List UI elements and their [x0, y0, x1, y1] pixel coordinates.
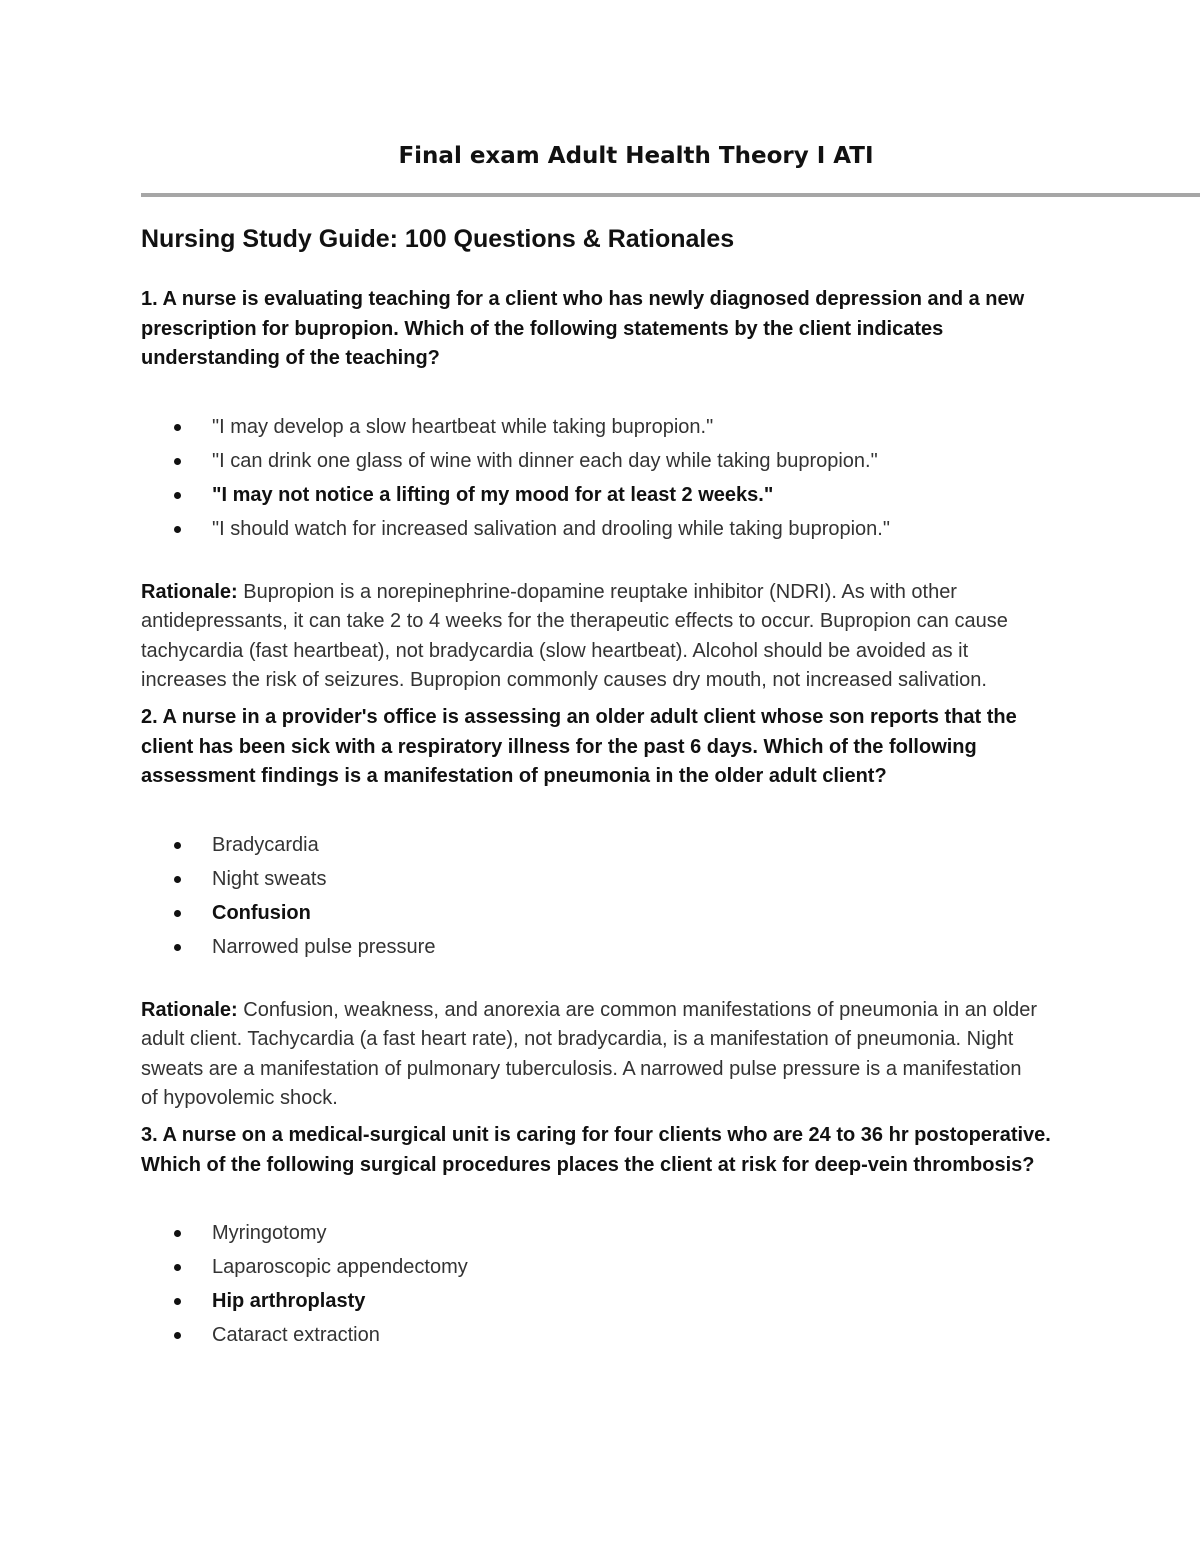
bullet-icon	[174, 1332, 181, 1339]
question-2	[141, 703, 1061, 1114]
rationale-text: Bupropion is a norepinephrine-dopamine reuptake inhibitor (NDRI). As with other antidepressants, it can take 2 to 4 weeks for the therapeutic effects to occur. Bupropion can cause tachycardia (fast heartbeat), not bradycardia (slow heartbeat). Alcohol should be avoided as it increases the risk of seizures. Bupropion commonly causes dry mouth, not increased salivation.	[141, 580, 1008, 691]
answer-option	[141, 828, 1061, 862]
rationale-text: Confusion, weakness, and anorexia are common manifestations of pneumonia in an older adult client. Tachycardia (a fast heart rate), not bradycardia, is a manifestation of pneumonia. Night sweats are a manifestation of pulmonary tuberculosis. A narrowed pulse pressure is a manifestation of hypovolemic shock.	[141, 998, 1038, 1109]
answer-option	[141, 862, 1061, 896]
answer-option-text: "I can drink one glass of wine with dinner each day while taking bupropion."	[212, 449, 878, 472]
bullet-icon	[174, 910, 181, 917]
answer-option-text: Hip arthroplasty	[212, 1290, 366, 1312]
answer-options	[141, 410, 1061, 546]
question-text: 3. A nurse on a medical-surgical unit is caring for four clients who are 24 to 36 hr postoperative. Which of the following surgical procedures places the client at risk for deep-vein thrombosis?	[141, 1124, 1051, 1176]
answer-option-text: Narrowed pulse pressure	[212, 935, 436, 958]
bullet-icon	[174, 458, 181, 465]
answer-option-text: "I may not notice a lifting of my mood for at least 2 weeks."	[212, 483, 774, 506]
question-text: 2. A nurse in a provider's office is assessing an older adult client whose son reports that the client has been sick with a respiratory illness for the past 6 days. Which of the following assessment findings is a manifestation of pneumonia in the older adult client?	[141, 706, 1017, 787]
question-1	[141, 285, 1061, 696]
bullet-icon	[174, 492, 181, 499]
bullet-icon	[174, 1298, 181, 1305]
bullet-icon	[174, 526, 181, 533]
answer-option-text: Myringotomy	[212, 1222, 327, 1244]
answer-option-text: Bradycardia	[212, 833, 319, 856]
bullet-icon	[174, 1264, 181, 1271]
rationale	[141, 578, 1041, 696]
document-title: Final exam Adult Health Theory I ATI	[398, 143, 874, 169]
bullet-icon	[174, 424, 181, 431]
answer-option-text: Cataract extraction	[212, 1324, 380, 1346]
bullet-icon	[174, 842, 181, 849]
answer-option	[141, 512, 1061, 546]
answer-option-text: Confusion	[212, 901, 311, 924]
answer-option-text: Laparoscopic appendectomy	[212, 1256, 468, 1278]
correct-answer-option	[141, 478, 1061, 512]
bullet-icon	[174, 1230, 181, 1237]
rationale	[141, 996, 1041, 1114]
study-guide-heading: Nursing Study Guide: 100 Questions & Rationales	[141, 225, 735, 253]
bullet-icon	[174, 944, 181, 951]
answer-options	[141, 828, 1061, 964]
bullet-icon	[174, 876, 181, 883]
answer-option-text: "I should watch for increased salivation and drooling while taking bupropion."	[212, 517, 890, 540]
answer-option	[141, 410, 1061, 444]
question-text: 1. A nurse is evaluating teaching for a client who has newly diagnosed depression and a new prescription for bupropion. Which of the following statements by the client indicates understanding of the teaching?	[141, 288, 1025, 369]
correct-answer-option	[141, 1284, 1061, 1318]
answer-option	[141, 1250, 1061, 1284]
answer-option-text: Night sweats	[212, 867, 327, 890]
answer-option	[141, 1318, 1061, 1352]
answer-option	[141, 444, 1061, 478]
rationale-label: Rationale:	[141, 998, 238, 1021]
title-divider	[141, 193, 1200, 197]
answer-option	[141, 930, 1061, 964]
answer-option	[141, 1216, 1061, 1250]
answer-option-text: "I may develop a slow heartbeat while taking bupropion."	[212, 415, 714, 438]
correct-answer-option	[141, 896, 1061, 930]
rationale-label: Rationale:	[141, 580, 238, 603]
question-3	[141, 1121, 1061, 1352]
answer-options	[141, 1216, 1061, 1352]
